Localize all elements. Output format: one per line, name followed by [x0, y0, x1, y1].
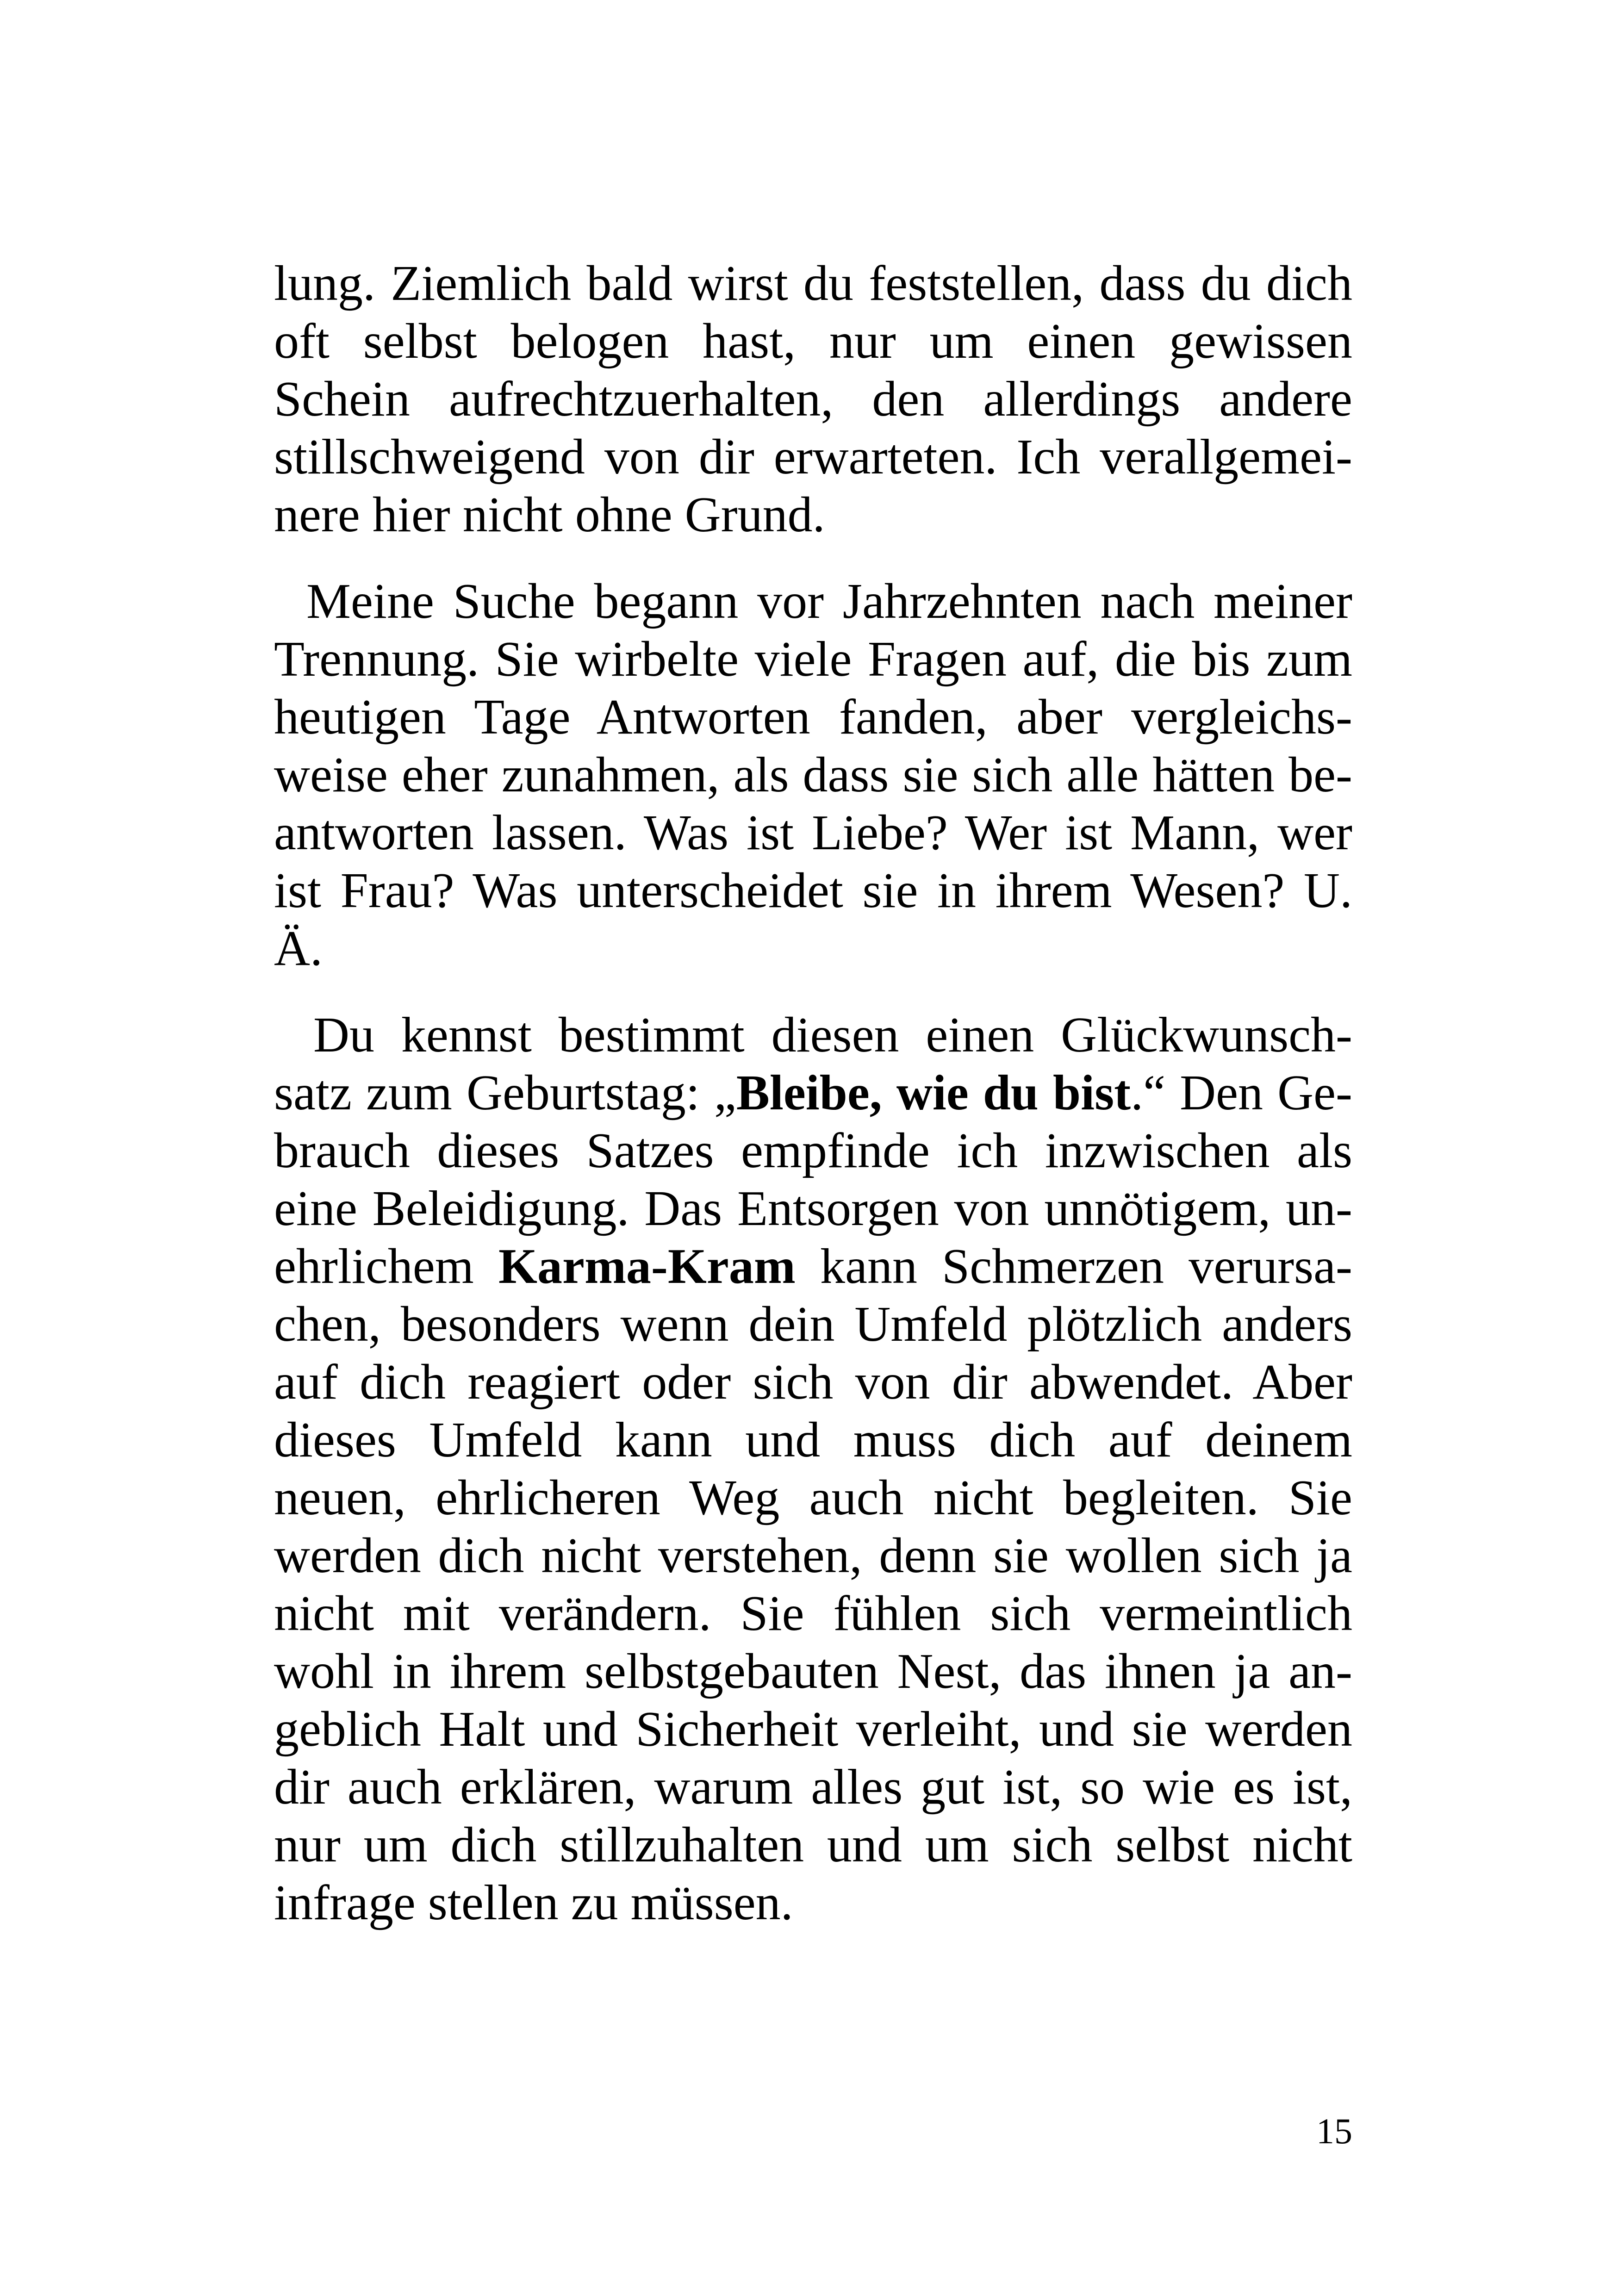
text-line: dieses Umfeld kann und muss dich auf deinem: [274, 1412, 1352, 1468]
text-line: lung. Ziemlich bald wirst du feststellen, dass du dich: [274, 256, 1352, 311]
text-line: antworten lassen. Was ist Liebe? Wer ist Mann, wer: [274, 805, 1352, 860]
text-line: Schein aufrechtzuerhalten, den allerdings andere: [274, 372, 1352, 427]
text-segment: .“ Den Ge-: [1131, 1065, 1352, 1120]
text-line: heutigen Tage Antworten fanden, aber vergleichs-: [274, 690, 1352, 745]
text-line: werden dich nicht verstehen, denn sie wollen sich ja: [274, 1528, 1352, 1583]
text-segment: satz zum Geburtstag: „: [274, 1065, 736, 1120]
text-line: Du kennst bestimmt diesen einen Glückwunsch-: [313, 1008, 1352, 1063]
paragraph-3: [274, 1006, 1352, 1932]
body-text: [274, 255, 1352, 1960]
text-line: [274, 1238, 1352, 1295]
text-line: oft selbst belogen hast, nur um einen gewissen: [274, 314, 1352, 369]
text-line: nur um dich stillzuhalten und um sich selbst nicht: [274, 1817, 1352, 1873]
text-line: dir auch erklären, warum alles gut ist, so wie es ist,: [274, 1760, 1352, 1815]
text-line: eine Beleidigung. Das Entsorgen von unnötigem, un-: [274, 1181, 1352, 1236]
text-line: Trennung. Sie wirbelte viele Fragen auf, die bis zum: [274, 632, 1352, 687]
text-segment: ehrlichem: [274, 1239, 499, 1294]
text-line: wohl in ihrem selbstgebauten Nest, das ihnen ja an-: [274, 1644, 1352, 1699]
text-line: Meine Suche begann vor Jahrzehnten nach meiner: [306, 574, 1352, 629]
text-line: auf dich reagiert oder sich von dir abwendet. Aber: [274, 1355, 1352, 1410]
text-line: nicht mit verändern. Sie fühlen sich vermeintlich: [274, 1586, 1352, 1641]
paragraph-2: [274, 572, 1352, 977]
text-line: Ä.: [274, 921, 323, 976]
text-line: chen, besonders wenn dein Umfeld plötzlich anders: [274, 1297, 1352, 1352]
text-line: weise eher zunahmen, als dass sie sich alle hätten be-: [274, 747, 1352, 803]
text-line: stillschweigend von dir erwarteten. Ich verallgemei-: [274, 429, 1352, 485]
paragraph-1: [274, 255, 1352, 544]
text-line: [274, 1064, 1352, 1122]
page-number: 15: [1316, 2111, 1352, 2151]
bold-phrase: Karma-Kram: [498, 1239, 796, 1294]
text-line: geblich Halt und Sicherheit verleiht, und sie werden: [274, 1702, 1352, 1757]
text-line: nere hier nicht ohne Grund.: [274, 487, 825, 542]
text-line: brauch dieses Satzes empfinde ich inzwischen als: [274, 1123, 1352, 1178]
text-line: infrage stellen zu müssen.: [274, 1875, 793, 1930]
text-segment: kann Schmerzen verursa-: [795, 1239, 1352, 1294]
text-line: neuen, ehrlicheren Weg auch nicht begleiten. Sie: [274, 1470, 1352, 1525]
text-line: ist Frau? Was unterscheidet sie in ihrem Wesen? U.: [274, 863, 1352, 918]
bold-phrase: Bleibe, wie du bist: [736, 1065, 1131, 1120]
